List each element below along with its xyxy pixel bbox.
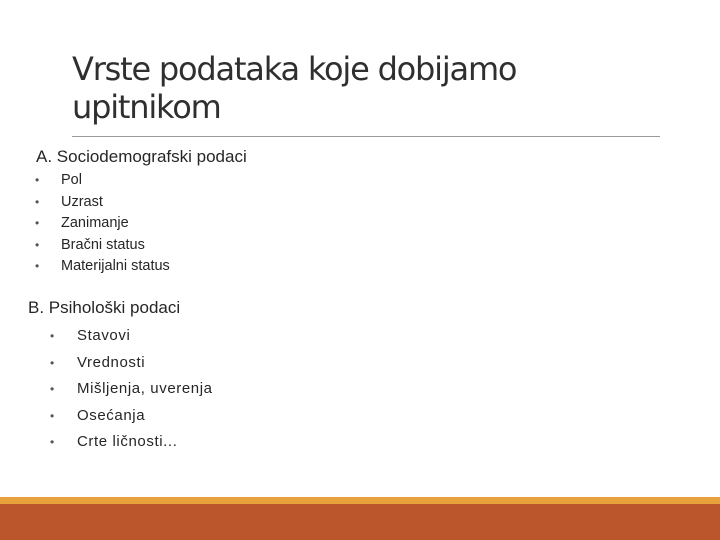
section-b-list [49,323,213,456]
footer-accent-stripe [0,497,720,504]
list-item [49,376,213,403]
bullet-icon: • [35,173,40,187]
list-item [35,235,170,257]
bullet-icon: • [35,259,40,273]
slide-title: Vrste podataka koje dobijamo upitnikom [72,50,517,126]
bullet-icon: • [50,329,55,343]
list-item-label: Uzrast [61,193,103,210]
list-item-label: Bračni status [61,236,145,253]
bullet-icon: • [50,408,55,423]
section-b-heading: B. Psihološki podaci [28,298,181,317]
list-item-label: Osećanja [77,406,146,424]
list-item-label: Mišljenja, uverenja [77,380,213,397]
list-item [35,213,170,235]
section-a-list [35,170,170,278]
list-item-label: Crte ličnosti... [77,433,178,450]
list-item-label: Zanimanje [61,215,129,231]
bullet-icon: • [50,382,55,396]
list-item [49,429,213,456]
bullet-icon: • [50,435,55,449]
list-item [49,403,213,430]
list-item-label: Stavovi [77,327,131,344]
footer-band [0,504,720,540]
section-a-heading: A. Sociodemografski podaci [36,147,247,166]
list-item-label: Materijalni status [61,258,170,274]
bullet-icon: • [35,237,40,252]
bullet-icon: • [50,355,55,370]
list-item [35,256,170,278]
bullet-icon: • [35,194,40,209]
list-item [35,192,170,214]
list-item [35,170,170,192]
list-item-label: Vrednosti [77,353,146,371]
list-item-label: Pol [61,172,82,188]
list-item [49,350,213,377]
list-item [49,323,213,350]
title-divider [72,136,660,137]
bullet-icon: • [35,216,40,230]
